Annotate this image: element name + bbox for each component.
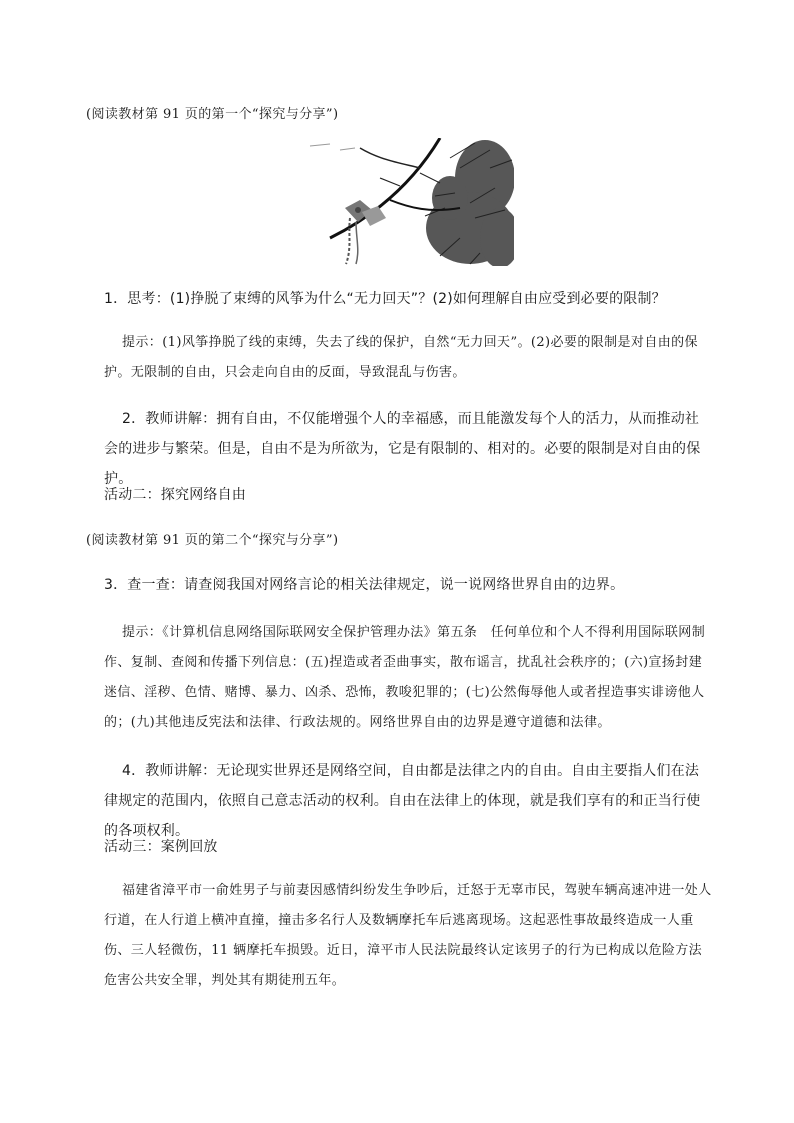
activity-2-heading: 活动二：探究网络自由 <box>104 487 246 503</box>
teacher-explanation-2: 2．教师讲解：拥有自由，不仅能增强个人的幸福感，而且能激发每个人的活力，从而推动社会的进步与繁荣。但是，自由不是为所欲为，它是有限制的、相对的。必要的限制是对自由的保护。 <box>104 411 701 487</box>
reading-reference-1: (阅读教材第 91 页的第一个“探究与分享”) <box>86 107 339 122</box>
hint-3: 提示：《计算机信息网络国际联网安全保护管理办法》第五条 任何单位和个人不得利用国际联网制作、复制、查阅和传播下列信息：(五)捏造或者歪曲事实，散布谣言，扰乱社会秩序的；(六)宣扬封建迷信、淫秽、色情、赌博、暴力、凶杀、恐怖，教唆犯罪的；(七)公然侮辱他人或者捏造事实诽谤他人的；(九)其他违反宪法和法律、行政法规的。网络世界自由的边界是遵守道德和法律。 <box>104 625 706 730</box>
question-1: 1．思考：(1)挣脱了束缚的风筝为什么“无力回天”？(2)如何理解自由应受到必要的限制？ <box>104 291 666 307</box>
teacher-explanation-4: 4．教师讲解：无论现实世界还是网络空间，自由都是法律之内的自由。自由主要指人们在法律规定的范围内，依照自己意志活动的权利。自由在法律上的体现，就是我们享有的和正当行使的各项权利。 <box>104 763 701 839</box>
hint-1: 提示：(1)风筝挣脱了线的束缚，失去了线的保护，自然“无力回天”。(2)必要的限制是对自由的保护。无限制的自由，只会走向自由的反面，导致混乱与伤害。 <box>104 335 698 380</box>
kite-on-branch-illustration <box>300 138 514 266</box>
reading-reference-2: (阅读教材第 91 页的第二个“探究与分享”) <box>86 533 339 548</box>
question-3: 3．查一查：请查阅我国对网络言论的相关法律规定，说一说网络世界自由的边界。 <box>104 577 625 593</box>
kite-branch-icon <box>300 138 514 266</box>
case-text: 福建省漳平市一俞姓男子与前妻因感情纠纷发生争吵后，迁怒于无辜市民，驾驶车辆高速冲进一处人行道，在人行道上横冲直撞，撞击多名行人及数辆摩托车后逃离现场。这起恶性事故最终造成一人重伤、三人轻微伤，11 辆摩托车损毁。近日，漳平市人民法院最终认定该男子的行为已构成以危险方法危害公共安全罪，判处其有期徒刑五年。 <box>104 883 712 988</box>
activity-3-heading: 活动三：案例回放 <box>104 839 218 855</box>
